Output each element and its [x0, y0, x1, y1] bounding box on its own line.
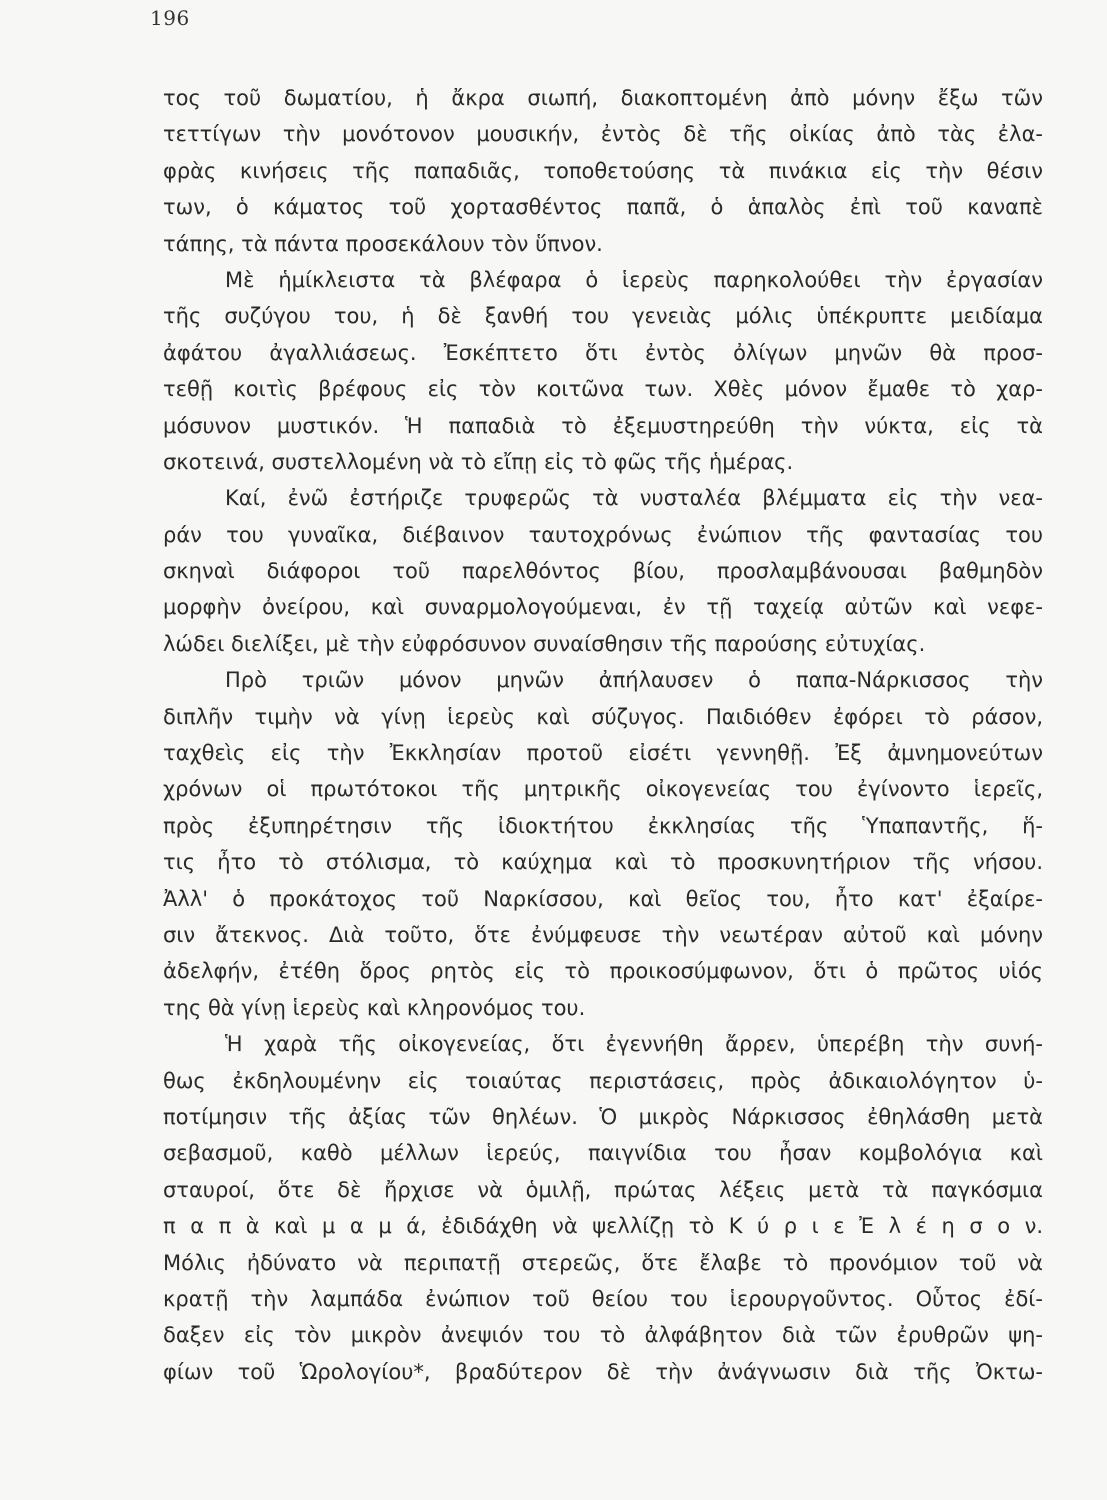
text-line: Πρὸ τριῶν μόνον μηνῶν ἀπήλαυσεν ὁ παπα-Νάρκισσος τὴν — [225, 668, 1043, 693]
text-line: των, ὁ κάματος τοῦ χορτασθέντος παπᾶ, ὁ ἁπαλὸς ἐπὶ τοῦ καναπὲ — [163, 195, 1043, 220]
text-line: διπλῆν τιμὴν νὰ γίνῃ ἱερεὺς καὶ σύζυγος. Παιδιόθεν ἐφόρει τὸ ράσον, — [163, 704, 1043, 729]
text-line: σκηναὶ διάφοροι τοῦ παρελθόντος βίου, προσλαμβάνουσαι βαθμηδὸν — [163, 559, 1043, 584]
text-line: φρὰς κινήσεις τῆς παπαδιᾶς, τοποθετούσης τὰ πινάκια εἰς τὴν θέσιν — [163, 158, 1043, 183]
text-line: χρόνων οἱ πρωτότοκοι τῆς μητρικῆς οἰκογενείας του ἐγίνοντο ἱερεῖς, — [163, 777, 1043, 802]
text-line: πρὸς ἐξυπηρέτησιν τῆς ἰδιοκτήτου ἐκκλησίας τῆς Ὑπαπαντῆς, ἥ- — [163, 813, 1043, 838]
text-line: τεττίγων τὴν μονότονον μουσικήν, ἐντὸς δὲ τῆς οἰκίας ἀπὸ τὰς ἐλα- — [163, 122, 1043, 147]
text-line: σιν ἄτεκνος. Διὰ τοῦτο, ὅτε ἐνύμφευσε τὴν νεωτέραν αὐτοῦ καὶ μόνην — [163, 922, 1043, 947]
text-line: ἀδελφήν, ἐτέθη ὅρος ρητὸς εἰς τὸ προικοσύμφωνον, ὅτι ὁ πρῶτος υἱός — [163, 959, 1043, 984]
text-line: μορφὴν ὀνείρου, καὶ συναρμολογούμεναι, ἐν τῇ ταχείᾳ αὐτῶν καὶ νεφε- — [163, 595, 1043, 620]
text-line: π α π ὰ καὶ μ α μ ά, ἐδιδάχθη νὰ ψελλίζῃ τὸ Κ ύ ρ ι ε Ἐ λ έ η σ ο ν. — [163, 1214, 1043, 1239]
text-line: τος τοῦ δωματίου, ἡ ἄκρα σιωπή, διακοπτομένη ἀπὸ μόνην ἔξω τῶν — [163, 86, 1043, 110]
text-line: ράν του γυναῖκα, διέβαινον ταυτοχρόνως ἐνώπιον τῆς φαντασίας του — [163, 522, 1043, 547]
text-line: Ἀλλ' ὁ προκάτοχος τοῦ Ναρκίσσου, καὶ θεῖος του, ἦτο κατ' ἐξαίρε- — [163, 886, 1043, 911]
text-line: κρατῇ τὴν λαμπάδα ἐνώπιον τοῦ θείου του ἱερουργοῦντος. Οὗτος ἐδί- — [163, 1286, 1043, 1311]
text-line: Ἡ χαρὰ τῆς οἰκογενείας, ὅτι ἐγεννήθη ἄρρεν, ὑπερέβη τὴν συνή- — [225, 1032, 1043, 1057]
text-line: φίων τοῦ Ὡρολογίου*, βραδύτερον δὲ τὴν ἀνάγνωσιν διὰ τῆς Ὀκτω- — [163, 1359, 1043, 1384]
text-line: τῆς συζύγου του, ἡ δὲ ξανθή του γενειὰς μόλις ὑπέκρυπτε μειδίαμα — [163, 304, 1043, 329]
text-line: λώδει διελίξει, μὲ τὴν εὐφρόσυνον συναίσθησιν τῆς παρούσης εὐτυχίας. — [163, 631, 926, 656]
text-line: σεβασμοῦ, καθὸ μέλλων ἱερεύς, παιγνίδια του ἦσαν κομβολόγια καὶ — [163, 1141, 1043, 1166]
text-line: σκοτεινά, συστελλομένη νὰ τὸ εἴπῃ εἰς τὸ φῶς τῆς ἡμέρας. — [163, 449, 794, 474]
text-line: τις ἦτο τὸ στόλισμα, τὸ καύχημα καὶ τὸ προσκυνητήριον τῆς νήσου. — [163, 850, 1043, 875]
text-line: ποτίμησιν τῆς ἀξίας τῶν θηλέων. Ὁ μικρὸς Νάρκισσος ἐθηλάσθη μετὰ — [163, 1104, 1043, 1129]
text-line: σταυροί, ὅτε δὲ ἤρχισε νὰ ὁμιλῇ, πρώτας λέξεις μετὰ τὰ παγκόσμια — [163, 1177, 1043, 1202]
text-line: δαξεν εἰς τὸν μικρὸν ἀνεψιόν του τὸ ἀλφάβητον διὰ τῶν ἐρυθρῶν ψη- — [163, 1323, 1043, 1348]
text-line: τάπης, τὰ πάντα προσεκάλουν τὸν ὕπνον. — [163, 231, 603, 256]
page-number: 196 — [150, 6, 190, 30]
text-line: ταχθεὶς εἰς τὴν Ἐκκλησίαν προτοῦ εἰσέτι γεννηθῇ. Ἐξ ἀμνημονεύτων — [163, 741, 1043, 766]
text-line: θως ἐκδηλουμένην εἰς τοιαύτας περιστάσεις, πρὸς ἀδικαιολόγητον ὑ- — [163, 1068, 1043, 1093]
text-line: Καί, ἐνῶ ἐστήριζε τρυφερῶς τὰ νυσταλέα βλέμματα εἰς τὴν νεα- — [225, 486, 1043, 511]
text-line: Μὲ ἡμίκλειστα τὰ βλέφαρα ὁ ἱερεὺς παρηκολούθει τὴν ἐργασίαν — [225, 267, 1043, 292]
text-line: τεθῇ κοιτὶς βρέφους εἰς τὸν κοιτῶνα των. Χθὲς μόνον ἔμαθε τὸ χαρ- — [163, 377, 1043, 402]
body-text — [163, 80, 1043, 1390]
text-line: ἀφάτου ἀγαλλιάσεως. Ἐσκέπτετο ὅτι ἐντὸς ὀλίγων μηνῶν θὰ προσ- — [163, 340, 1043, 365]
text-line: Μόλις ἠδύνατο νὰ περιπατῇ στερεῶς, ὅτε ἔλαβε τὸ προνόμιον τοῦ νὰ — [163, 1250, 1043, 1275]
text-line: μόσυνον μυστικόν. Ἡ παπαδιὰ τὸ ἐξεμυστηρεύθη τὴν νύκτα, εἰς τὰ — [163, 413, 1043, 438]
text-line: της θὰ γίνῃ ἱερεὺς καὶ κληρονόμος του. — [163, 995, 586, 1020]
